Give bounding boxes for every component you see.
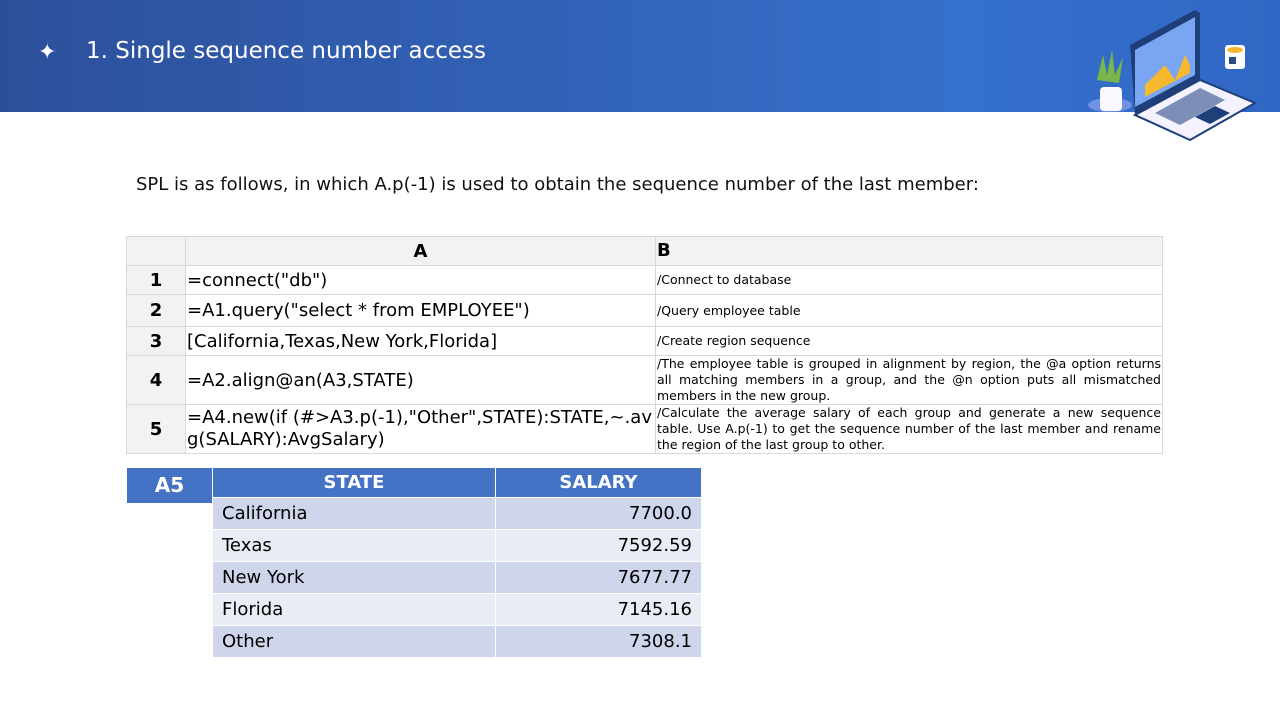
state-cell: Florida — [213, 594, 496, 626]
cell-b1[interactable]: /Connect to database — [656, 266, 1163, 295]
row-number[interactable]: 4 — [127, 356, 186, 405]
table-row — [213, 498, 702, 530]
salary-cell: 7308.1 — [496, 626, 702, 658]
row-number[interactable]: 2 — [127, 295, 186, 327]
cell-b3[interactable]: /Create region sequence — [656, 327, 1163, 356]
column-header-b[interactable]: B — [656, 237, 1163, 266]
cell-b5[interactable]: /Calculate the average salary of each group and generate a new sequence table. Use A.p(-1) to get the sequence number of the last member and rename the region of the last group to other. — [657, 405, 1161, 452]
cell-a1[interactable]: =connect("db") — [186, 266, 656, 295]
cell-b4[interactable]: /The employee table is grouped in alignment by region, the @a option returns all matching members in a group, and the @n option puts all mismatched members in the new group. — [657, 356, 1161, 403]
row-number[interactable]: 1 — [127, 266, 186, 295]
result-table — [212, 467, 702, 658]
table-row — [213, 530, 702, 562]
column-header-state: STATE — [213, 468, 496, 498]
row-number[interactable]: 5 — [127, 405, 186, 454]
column-header-salary: SALARY — [496, 468, 702, 498]
state-cell: California — [213, 498, 496, 530]
table-row — [213, 594, 702, 626]
grid-row — [127, 295, 1163, 327]
sparkle-icon: ✦ — [38, 40, 57, 65]
table-row — [213, 562, 702, 594]
spl-code-grid — [126, 236, 1163, 454]
salary-cell: 7677.77 — [496, 562, 702, 594]
state-cell: Texas — [213, 530, 496, 562]
grid-row — [127, 356, 1163, 405]
row-number[interactable]: 3 — [127, 327, 186, 356]
grid-row — [127, 327, 1163, 356]
state-cell: New York — [213, 562, 496, 594]
page-title: 1. Single sequence number access — [86, 38, 486, 64]
cell-a4[interactable]: =A2.align@an(A3,STATE) — [186, 356, 656, 405]
column-header-a[interactable]: A — [186, 237, 656, 266]
table-row — [213, 626, 702, 658]
grid-row — [127, 405, 1163, 454]
cell-b2[interactable]: /Query employee table — [656, 295, 1163, 327]
corner-cell — [127, 237, 186, 266]
salary-cell: 7592.59 — [496, 530, 702, 562]
intro-text: SPL is as follows, in which A.p(-1) is used to obtain the sequence number of the last member: — [136, 174, 979, 195]
state-cell: Other — [213, 626, 496, 658]
cell-a3[interactable]: [California,Texas,New York,Florida] — [186, 327, 656, 356]
salary-cell: 7700.0 — [496, 498, 702, 530]
grid-row — [127, 266, 1163, 295]
header-banner — [0, 0, 1280, 112]
result-cell-label: A5 — [127, 468, 212, 503]
cell-a5[interactable]: =A4.new(if (#>A3.p(-1),"Other",STATE):STATE,~.avg(SALARY):AvgSalary) — [186, 405, 656, 454]
cell-a2[interactable]: =A1.query("select * from EMPLOYEE") — [186, 295, 656, 327]
laptop-illustration-icon — [1085, 5, 1260, 145]
salary-cell: 7145.16 — [496, 594, 702, 626]
